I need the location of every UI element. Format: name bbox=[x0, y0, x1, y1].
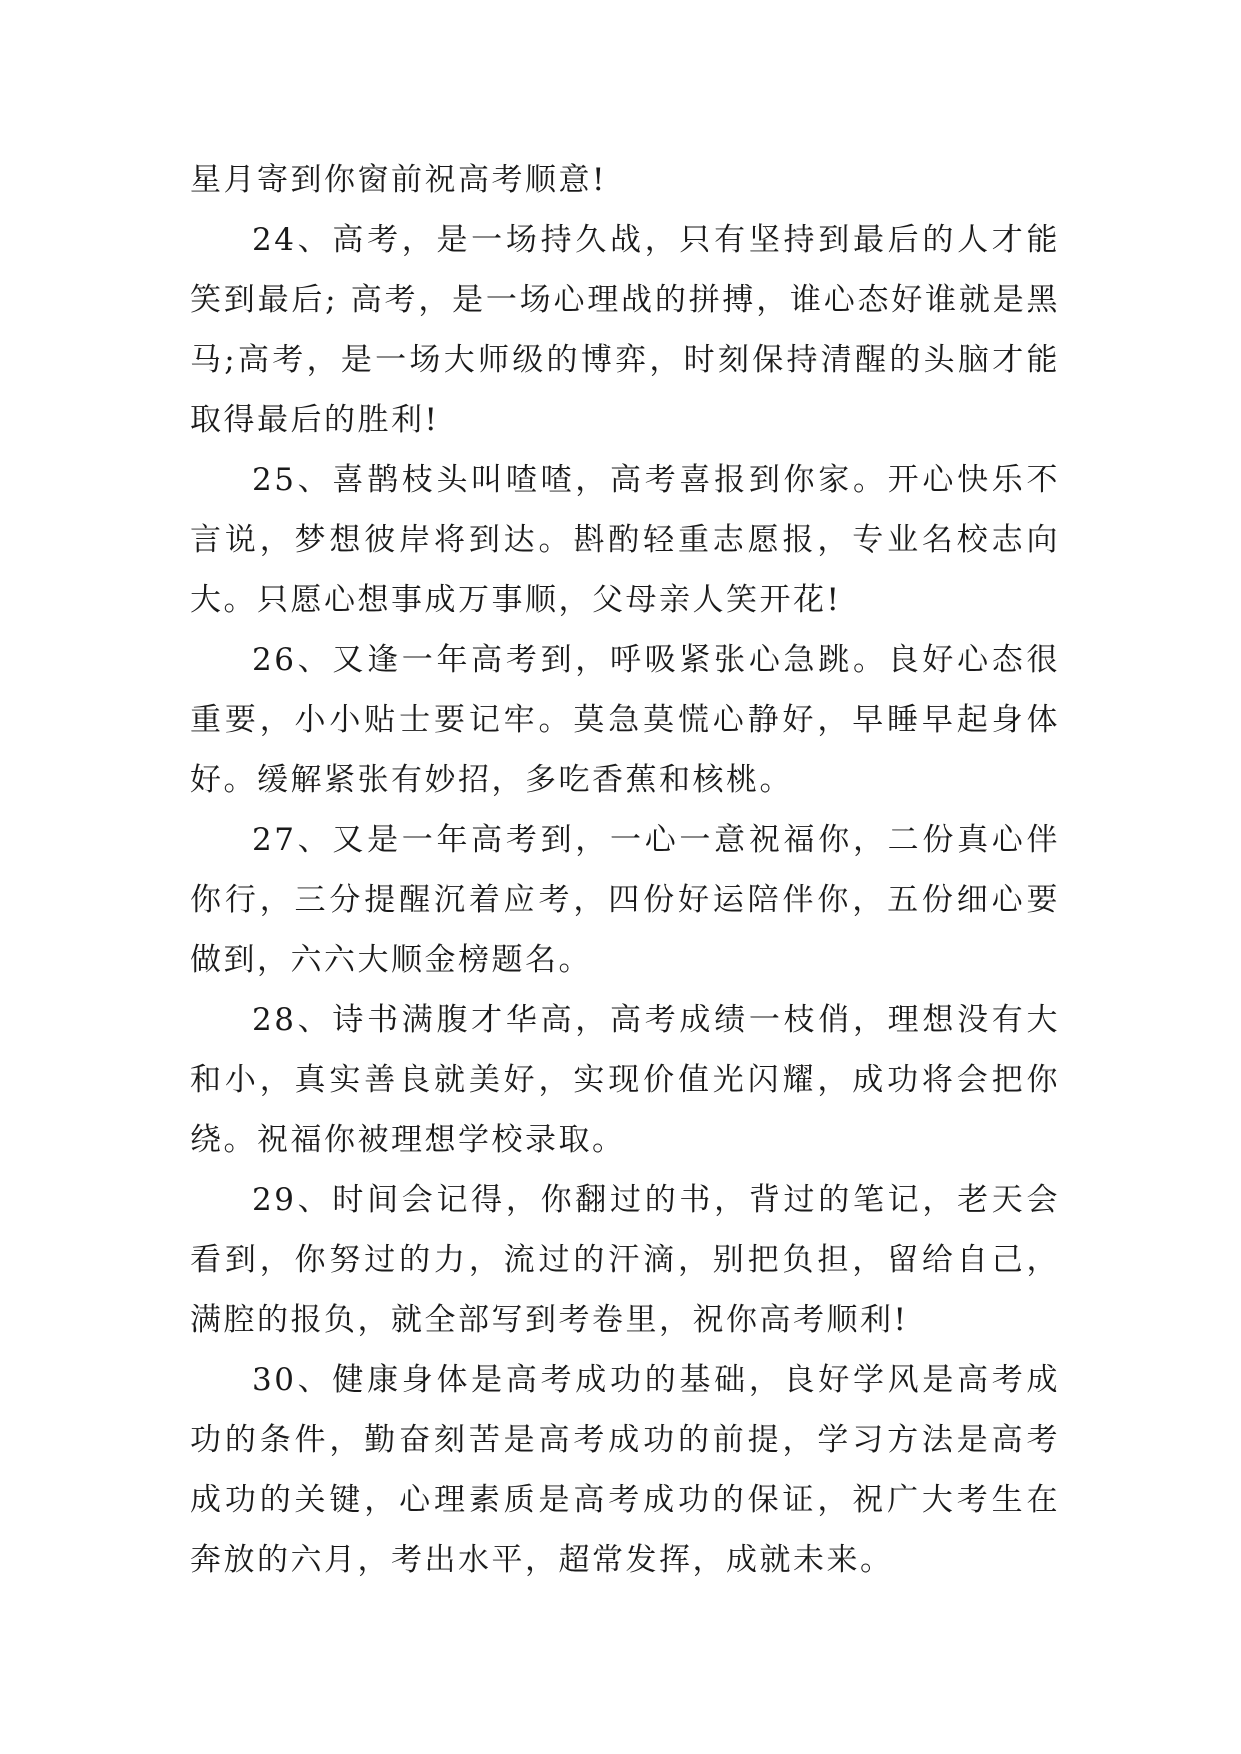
paragraph-25: 25、喜鹊枝头叫喳喳，高考喜报到你家。开心快乐不言说，梦想彼岸将到达。斟酌轻重志愿报，专业名校志向大。只愿心想事成万事顺，父母亲人笑开花! bbox=[190, 462, 1060, 618]
paragraph-30: 30、健康身体是高考成功的基础，良好学风是高考成功的条件，勤奋刻苦是高考成功的前提，学习方法是高考成功的关键，心理素质是高考成功的保证，祝广大考生在奔放的六月，考出水平，超常发挥，成就未来。 bbox=[190, 1362, 1060, 1578]
paragraph-27: 27、又是一年高考到，一心一意祝福你，二份真心伴你行，三分提醒沉着应考，四份好运陪伴你，五份细心要做到，六六大顺金榜题名。 bbox=[190, 822, 1060, 978]
paragraph-continuation: 星月寄到你窗前祝高考顺意! bbox=[190, 162, 607, 198]
document-body bbox=[190, 150, 1060, 1590]
paragraph-26: 26、又逢一年高考到，呼吸紧张心急跳。良好心态很重要，小小贴士要记牢。莫急莫慌心静好，早睡早起身体好。缓解紧张有妙招，多吃香蕉和核桃。 bbox=[190, 642, 1060, 798]
paragraph-28: 28、诗书满腹才华高，高考成绩一枝俏，理想没有大和小，真实善良就美好，实现价值光闪耀，成功将会把你绕。祝福你被理想学校录取。 bbox=[190, 1002, 1060, 1158]
paragraph-29: 29、时间会记得，你翻过的书，背过的笔记，老天会看到，你努过的力，流过的汗滴，别把负担，留给自己，满腔的报负，就全部写到考卷里，祝你高考顺利! bbox=[190, 1182, 1060, 1338]
paragraph-24: 24、高考，是一场持久战，只有坚持到最后的人才能笑到最后; 高考，是一场心理战的拼搏，谁心态好谁就是黑马;高考，是一场大师级的博弈，时刻保持清醒的头脑才能取得最后的胜利! bbox=[190, 222, 1060, 438]
